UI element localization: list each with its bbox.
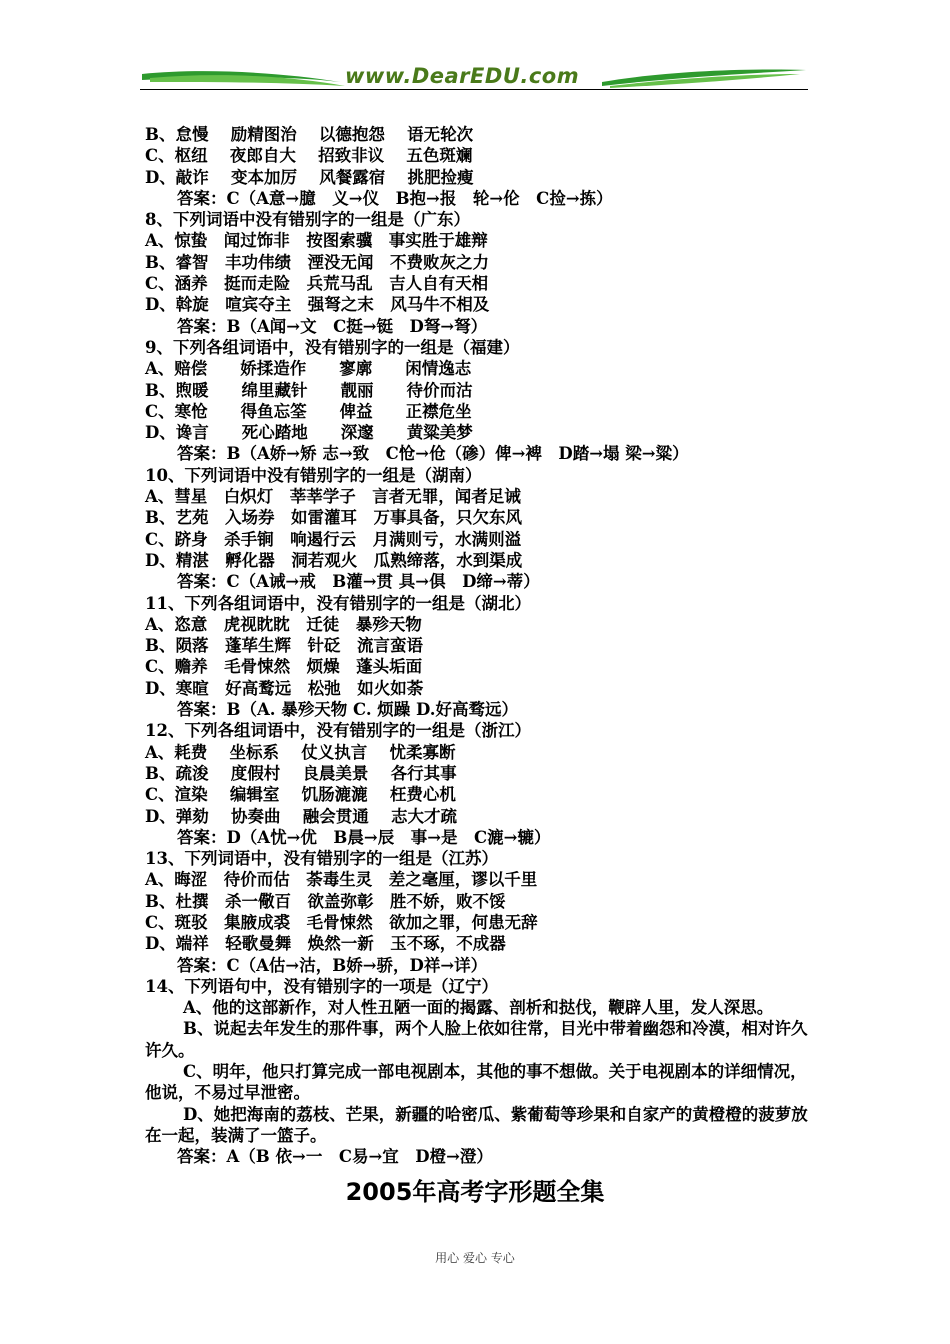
page-footer: 用心 爱心 专心 [435, 1251, 515, 1265]
answer-line: 答案：C（A意→臆 义→仪 B抱→报 轮→伦 C捡→拣） [177, 188, 613, 208]
option-line: C、枢纽 夜郎自大 招致非议 五色斑斓 [145, 146, 473, 166]
option-line: D、精湛 孵化器 洞若观火 瓜熟缔落，水到渠成 [145, 550, 523, 570]
option-line: B、睿智 丰功伟绩 湮没无闻 不费败灰之力 [145, 252, 489, 272]
option-line: C、涵养 挺而走险 兵荒马乱 吉人自有天相 [145, 274, 489, 294]
question-line: 10、下列词语中没有错别字的一组是（湖南） [145, 465, 482, 485]
answer-line: 答案：C（A诫→戒 B灌→贯 具→俱 D缔→蒂） [177, 572, 540, 592]
option-paragraph: C、明年，他只打算完成一部电视剧本，其他的事不想做。关于电视剧本的详细情况，他说，不易过早泄密。 [145, 1062, 807, 1103]
option-line: C、赡养 毛骨悚然 烦燥 蓬头垢面 [145, 657, 423, 677]
option-line: A、耗费 坐标系 仗义执言 忧柔寡断 [145, 742, 456, 762]
answer-line: 答案：B（A闻→文 C挺→铤 D弩→弩） [177, 316, 488, 336]
option-line: D、敲诈 变本加厉 风餐露宿 挑肥捡瘦 [145, 167, 474, 187]
question-line: 13、下列词语中，没有错别字的一组是（江苏） [145, 849, 498, 869]
page-title: 2005年高考字形题全集 [345, 1178, 605, 1206]
option-paragraph: A、他的这部新作，对人性丑陋一面的揭露、剖析和挞伐，鞭辟人里，发人深思。 [183, 998, 774, 1018]
option-line: D、斡旋 喧宾夺主 强弩之末 风马牛不相及 [145, 295, 490, 315]
question-line: 11、下列各组词语中，没有错别字的一组是（湖北） [145, 593, 531, 613]
header-rule [140, 89, 808, 90]
option-line: C、寒怆 得鱼忘筌 俾益 正襟危坐 [145, 401, 472, 421]
question-line: 14、下列语句中，没有错别字的一项是（辽宁） [145, 976, 498, 996]
answer-line: 答案：B（A娇→矫 志→致 C怆→伧（碜）俾→裨 D踏→塌 梁→粱） [177, 444, 689, 464]
question-line: 9、下列各组词语中，没有错别字的一组是（福建） [145, 337, 520, 357]
document-body [145, 124, 815, 1168]
answer-line: 答案：C（A估→沽，B娇→骄，D祥→详） [177, 955, 488, 975]
answer-line: 答案：B（A. 暴殄天物 C. 烦躁 D.好高骛远） [177, 700, 519, 720]
option-line: D、弹劾 协奏曲 融会贯通 志大才疏 [145, 806, 458, 826]
option-line: C、斑驳 集腋成裘 毛骨悚然 欲加之罪，何患无辞 [145, 912, 538, 932]
answer-line: 答案：D（A忧→优 B晨→辰 事→是 C漉→辘） [177, 827, 551, 847]
option-line: B、怠慢 励精图治 以德抱怨 语无轮次 [145, 125, 474, 144]
option-paragraph: D、她把海南的荔枝、芒果，新疆的哈密瓜、紫葡萄等珍果和自家产的黄橙橙的菠萝放在一起，装满了一篮子。 [145, 1104, 808, 1145]
option-line: C、跻身 杀手锏 响遏行云 月满则亏，水满则溢 [145, 529, 522, 549]
option-line: C、渲染 编辑室 饥肠漉漉 枉费心机 [145, 785, 456, 805]
question-line: 8、下列词语中没有错别字的一组是（广东） [145, 210, 470, 230]
option-line: D、端祥 轻歌曼舞 焕然一新 玉不琢，不成器 [145, 934, 506, 954]
option-line: B、疏浚 度假村 良晨美景 各行其事 [145, 763, 457, 783]
answer-line: 答案：A（B 依→一 C易→宜 D橙→澄） [177, 1147, 493, 1167]
option-line: A、恣意 虎视眈眈 迁徒 暴殄天物 [145, 614, 422, 634]
option-line: A、赔偿 娇揉造作 寥廓 闲情逸志 [145, 359, 472, 379]
option-line: A、晦涩 待价而估 荼毒生灵 差之毫厘，谬以千里 [145, 870, 538, 890]
option-line: B、陨落 蓬荜生辉 针砭 流言蛮语 [145, 636, 423, 656]
option-line: A、彗星 白炽灯 莘莘学子 言者无罪，闻者足诫 [145, 487, 521, 507]
option-line: B、煦暖 绵里藏针 靓丽 待价而沽 [145, 380, 473, 400]
question-line: 12、下列各组词语中，没有错别字的一组是（浙江） [145, 721, 531, 741]
option-line: D、谗言 死心踏地 深邃 黄粱美梦 [145, 423, 473, 443]
option-paragraph: B、说起去年发生的那件事，两个人脸上依如往常，目光中带着幽怨和冷漠，相对许久许久。 [145, 1019, 808, 1060]
option-line: D、寒暄 好高鹜远 松弛 如火如荼 [145, 678, 424, 698]
option-line: B、杜撰 杀一儆百 欲盖弥彰 胜不娇，败不馁 [145, 891, 506, 911]
page-header [140, 58, 808, 98]
option-line: A、惊蛰 闻过饰非 按图索骥 事实胜于雄辩 [145, 231, 488, 251]
site-logo[interactable]: www.DearEDU.com [345, 64, 580, 88]
option-line: B、艺苑 入场券 如雷灌耳 万事具备，只欠东风 [145, 508, 522, 528]
